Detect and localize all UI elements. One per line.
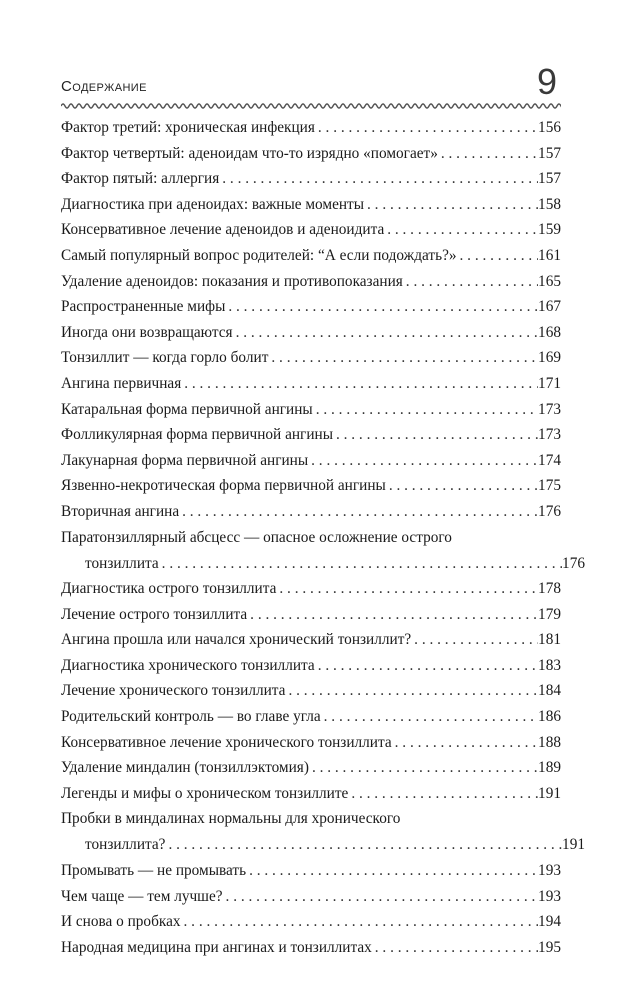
- toc-entry-title: Удаление миндалин (тонзиллэктомия): [61, 759, 309, 777]
- toc-entry-title-continued: тонзиллита: [85, 554, 159, 572]
- dot-leader: [308, 451, 538, 471]
- toc-entry-page: 173: [538, 400, 561, 418]
- toc-entry-page: 194: [538, 913, 561, 931]
- toc-entry-page: 183: [538, 656, 561, 674]
- toc-entry-title: Фактор четвертый: аденоидам что-то изрядно «помогает»: [61, 144, 438, 162]
- toc-entry[interactable]: [61, 887, 561, 907]
- toc-entry-page: 176: [562, 554, 585, 572]
- toc-entry[interactable]: [61, 912, 561, 932]
- running-header: [61, 62, 561, 102]
- toc-entry-title: Народная медицина при ангинах и тонзиллитах: [61, 938, 372, 956]
- toc-entry-page: 168: [538, 323, 561, 341]
- toc-entry[interactable]: [61, 246, 561, 266]
- toc-entry-title: Диагностика хронического тонзиллита: [61, 656, 315, 674]
- toc-entry-page: 193: [538, 887, 561, 905]
- toc-entry-page: 189: [538, 759, 561, 777]
- toc-entry[interactable]: [61, 528, 585, 574]
- toc-entry[interactable]: [61, 220, 561, 240]
- toc-entry-page: 195: [538, 938, 561, 956]
- toc-entry[interactable]: [61, 707, 561, 727]
- toc-entry-title: Паратонзиллярный абсцесс — опасное осложнение острого: [61, 528, 452, 546]
- dot-leader: [219, 169, 538, 189]
- toc-entry-page: 176: [538, 503, 561, 520]
- toc-entry-title: Лакунарная форма первичной ангины: [61, 451, 309, 469]
- dot-leader: [372, 938, 538, 958]
- toc-entry[interactable]: [61, 733, 561, 753]
- dot-leader: [403, 272, 538, 292]
- dot-leader: [181, 912, 539, 932]
- toc-entry-page: 169: [538, 349, 561, 367]
- toc-entry-title-continued: тонзиллита?: [85, 836, 166, 854]
- toc-entry-page: 191: [538, 784, 561, 802]
- toc-entry[interactable]: [61, 272, 561, 292]
- dot-leader: [246, 861, 538, 881]
- toc-entry-title: Ангина первичная: [61, 375, 182, 392]
- dot-leader: [348, 784, 538, 804]
- dot-leader: [225, 297, 538, 317]
- toc-entry-title: Легенды и мифы о хроническом тонзиллите: [61, 784, 349, 802]
- toc-entry-title: Катаральная форма первичной ангины: [61, 400, 313, 418]
- dot-leader: [457, 246, 539, 266]
- toc-entry-title: Самый популярный вопрос родителей: “А если подождать?»: [61, 247, 457, 264]
- toc-entry-title: Консервативное лечение хронического тонзиллита: [61, 733, 392, 751]
- toc-entry[interactable]: [61, 425, 561, 445]
- toc-entry[interactable]: [61, 297, 561, 317]
- toc-entry[interactable]: [61, 374, 561, 394]
- toc-entry-page: 157: [538, 144, 561, 162]
- toc-entry[interactable]: [61, 681, 561, 701]
- toc-entry-page: 167: [538, 298, 561, 316]
- toc-entry-title: Промывать — не промывать: [61, 862, 247, 879]
- dot-leader: [276, 579, 538, 599]
- dot-leader: [233, 323, 538, 343]
- toc-entry-page: 173: [538, 426, 561, 444]
- toc-entry[interactable]: [61, 758, 561, 778]
- toc-entry-title: Пробки в миндалинах нормальны для хронического: [61, 810, 401, 828]
- toc-entry-title: Лечение острого тонзиллита: [61, 605, 248, 623]
- dot-leader: [438, 144, 538, 164]
- toc-entry-title: Распространенные мифы: [61, 298, 226, 316]
- toc-entry-title: Удаление аденоидов: показания и противопоказания: [61, 272, 403, 290]
- dot-leader: [315, 118, 538, 138]
- header-title: Содержание: [61, 78, 147, 95]
- dot-leader: [384, 220, 538, 240]
- toc-entry[interactable]: [61, 451, 561, 471]
- toc-entry-title: Язвенно-некротическая форма первичной ангины: [61, 477, 386, 495]
- toc-entry-title: Чем чаще — тем лучше?: [61, 887, 223, 905]
- toc-entry-title: Фактор пятый: аллергия: [61, 170, 220, 188]
- toc-entry-page: 184: [538, 682, 561, 700]
- toc-entry[interactable]: [61, 144, 561, 164]
- dot-leader: [386, 476, 538, 496]
- toc-entry-title: Диагностика при аденоидах: важные моменты: [61, 195, 365, 213]
- toc-entry-page: 175: [538, 477, 561, 495]
- toc-entry-title: Иногда они возвращаются: [61, 323, 233, 341]
- dot-leader: [159, 554, 562, 574]
- toc-entry[interactable]: [61, 784, 561, 804]
- toc-entry[interactable]: [61, 400, 561, 420]
- toc-entry-page: 174: [538, 451, 561, 469]
- dot-leader: [268, 348, 538, 368]
- dot-leader: [313, 400, 538, 420]
- toc-entry[interactable]: [61, 605, 561, 625]
- dot-leader: [223, 887, 539, 907]
- toc-entry-page: 165: [538, 272, 561, 290]
- toc-entry[interactable]: [61, 579, 561, 599]
- dot-leader: [285, 681, 538, 701]
- header-page-number: 9: [536, 61, 557, 102]
- toc-entry-page: 161: [538, 247, 561, 264]
- toc-entry-title: Диагностика острого тонзиллита: [61, 580, 277, 597]
- wavy-divider: [61, 101, 561, 111]
- toc-entry-title: Фолликулярная форма первичной ангины: [61, 426, 333, 444]
- toc-entry[interactable]: [61, 861, 561, 881]
- toc-entry-page: 188: [538, 733, 561, 751]
- dot-leader: [309, 758, 538, 778]
- toc-entry-title: Лечение хронического тонзиллита: [61, 682, 286, 700]
- dot-leader: [392, 733, 538, 753]
- toc-entry-title: Консервативное лечение аденоидов и аденоидита: [61, 221, 385, 239]
- toc-entry-page: 181: [538, 631, 561, 649]
- toc-entry[interactable]: [61, 476, 561, 496]
- dot-leader: [179, 502, 538, 522]
- dot-leader: [321, 707, 538, 727]
- toc-entry[interactable]: [61, 348, 561, 368]
- toc-entry[interactable]: [61, 502, 561, 522]
- toc-entry-page: 158: [538, 195, 561, 213]
- toc-entry-title: Фактор третий: хроническая инфекция: [61, 119, 315, 136]
- toc-entry-page: 178: [538, 580, 561, 597]
- toc-entry-page: 186: [538, 708, 561, 725]
- toc-entry-page: 157: [538, 170, 561, 188]
- dot-leader: [364, 195, 538, 215]
- toc-entry[interactable]: [61, 938, 561, 958]
- dot-leader: [247, 605, 538, 625]
- toc-entry[interactable]: [61, 656, 561, 676]
- toc-entry-page: 171: [538, 375, 561, 392]
- toc-entry[interactable]: [61, 195, 561, 215]
- toc-entry-title: Вторичная ангина: [61, 503, 180, 520]
- toc-entry-title: Ангина прошла или начался хронический тонзиллит?: [61, 631, 412, 649]
- toc-entry-page: 159: [538, 221, 561, 239]
- toc-entry[interactable]: [61, 169, 561, 189]
- dot-leader: [165, 835, 562, 855]
- toc-entry[interactable]: [61, 323, 561, 343]
- dot-leader: [315, 656, 538, 676]
- dot-leader: [181, 374, 538, 394]
- toc-entry[interactable]: [61, 118, 561, 138]
- dot-leader: [411, 630, 538, 650]
- toc-entry-page: 179: [538, 605, 561, 623]
- toc-entry-page: 191: [562, 836, 585, 854]
- dot-leader: [333, 425, 538, 445]
- toc-entry[interactable]: [61, 809, 585, 855]
- toc-entry-page: 156: [538, 119, 561, 136]
- toc-entry-title: Родительский контроль — во главе угла: [61, 708, 321, 725]
- toc-entry-page: 193: [538, 862, 561, 879]
- toc-entry-title: Тонзиллит — когда горло болит: [61, 349, 269, 367]
- toc-entry-title: И снова о пробках: [61, 913, 181, 931]
- toc-entry[interactable]: [61, 630, 561, 650]
